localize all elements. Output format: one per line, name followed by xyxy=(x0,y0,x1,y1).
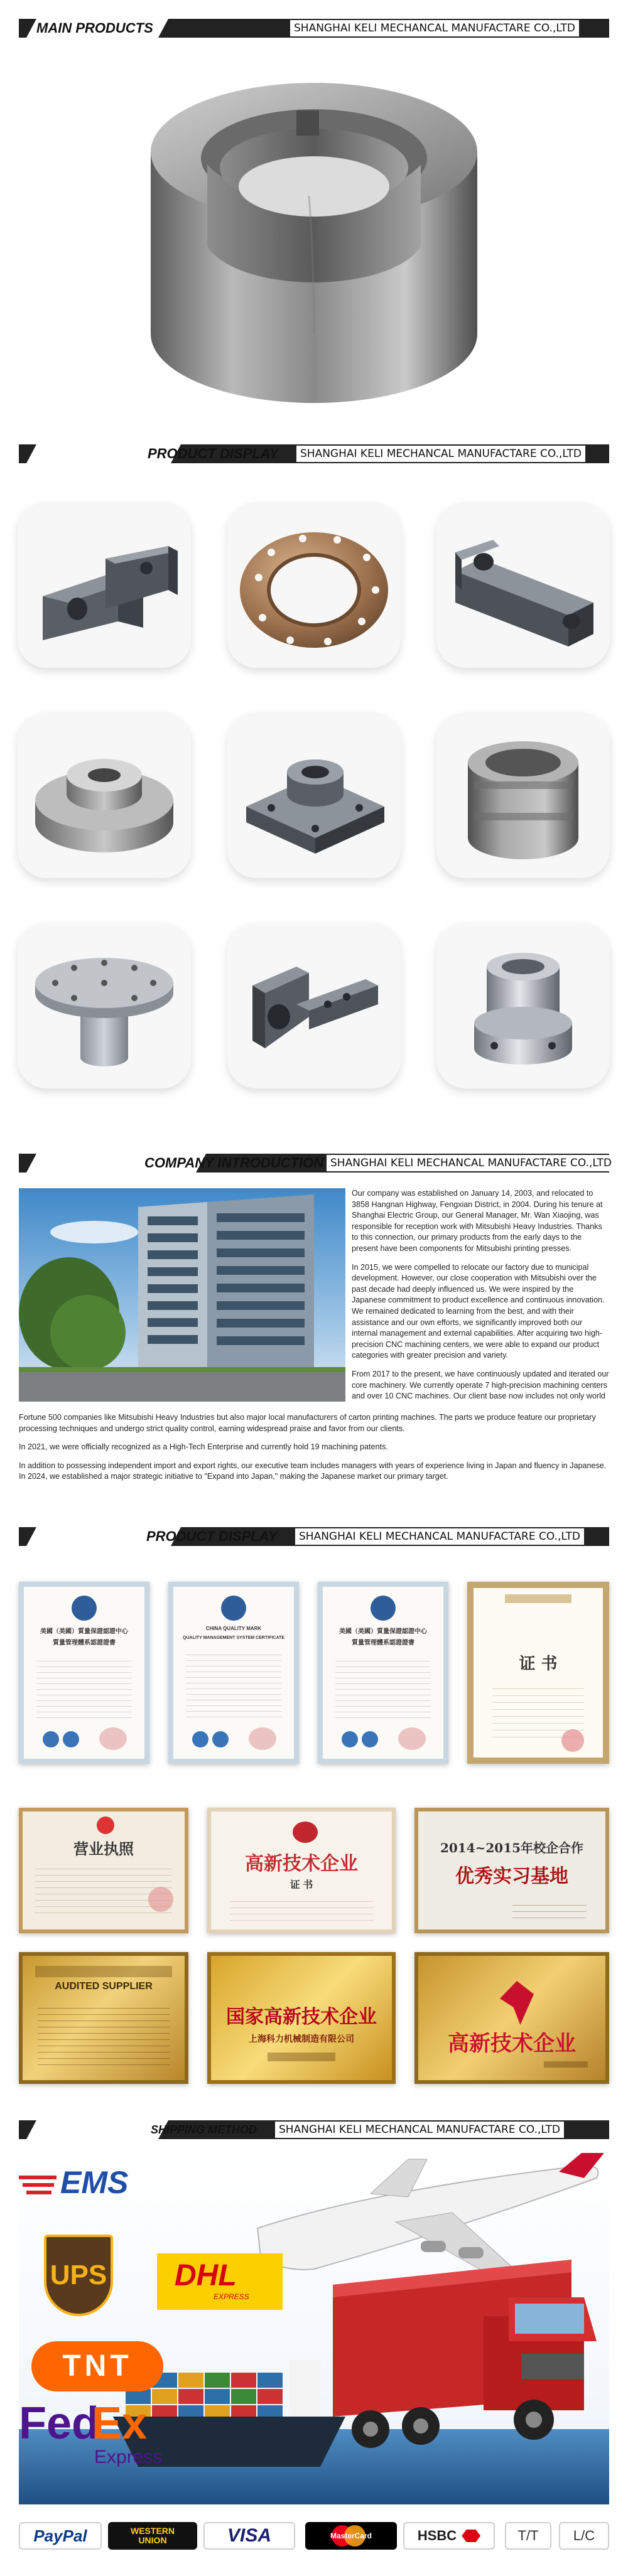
lc-logo: L/C xyxy=(559,2522,609,2550)
ups-label: UPS xyxy=(50,2260,107,2290)
product-card[interactable] xyxy=(227,502,401,668)
section-title: PRODUCT DISPLAY xyxy=(148,446,279,461)
square-housing-icon xyxy=(227,712,401,878)
hsbc-hex xyxy=(462,2530,480,2542)
ems-logo xyxy=(19,2167,176,2198)
intro-text-full xyxy=(19,1412,609,1490)
dhl-label: DHL xyxy=(175,2259,237,2292)
certificate-iso-2[interactable]: CHINA QUALITY MARK QUALITY MANAGEMENT SYSTEM CERTIFICATE xyxy=(168,1582,299,1764)
certificate-audited-supplier[interactable]: AUDITED SUPPLIER xyxy=(19,1952,188,2084)
shipping-method-header xyxy=(19,2115,609,2143)
bearing-ring-icon xyxy=(436,712,610,878)
flange-icon xyxy=(227,502,401,668)
paypal-logo: PayPal xyxy=(19,2522,102,2550)
certificate-high-tech-2[interactable]: 高新技术企业 xyxy=(414,1952,609,2084)
product-card[interactable] xyxy=(18,502,191,668)
intro-paragraph: Fortune 500 companies like Mitsubishi Heavy Industries but also major local manufacturers of carton printing machines. The parts we produce feature our proprietary processing techniques and undergo strict quality control, earning widespread praise and favor from our clients. xyxy=(19,1413,596,1433)
certificate-internship-base[interactable]: 2014~2015年校企合作 优秀实习基地 xyxy=(414,1808,609,1933)
section-title: COMPANY INTRODUCTION xyxy=(144,1155,324,1171)
tnt-label: TNT xyxy=(62,2349,133,2383)
lever-arm-icon xyxy=(227,923,401,1088)
fedex-logo xyxy=(19,2398,207,2473)
intro-paragraph: In addition to possessing independent import and export rights, our executive team includes managers with years of experience living in Japan and fluency in Japanese. In 2024, we established a major strategic initiative to "Expand into Japan," making the Japanese market our primary target. xyxy=(19,1461,607,1481)
spindle-flange-icon xyxy=(18,923,191,1088)
section-title: PRODUCT DISPLAY xyxy=(146,1528,278,1544)
tnt-logo xyxy=(31,2341,163,2391)
fedex-express: Express xyxy=(94,2447,163,2467)
intro-text-column xyxy=(352,1188,609,1402)
main-product-image xyxy=(126,58,502,422)
dhl-sub: EXPRESS xyxy=(214,2292,249,2301)
section-title: MAIN PRODUCTS xyxy=(36,20,153,36)
dhl-logo xyxy=(157,2253,283,2310)
factory-photo xyxy=(19,1188,345,1402)
company-name: SHANGHAI KELI MECHANCAL MANUFACTARE CO.,LTD xyxy=(290,20,579,36)
company-name: SHANGHAI KELI MECHANCAL MANUFACTARE CO.,LTD xyxy=(295,1528,584,1545)
certificate-patent[interactable]: 证 书 xyxy=(467,1582,609,1764)
intro-paragraph: In 2021, we were officially recognized as a High-Tech Enterprise and currently hold 19 machining patents. xyxy=(19,1442,388,1452)
product-card[interactable] xyxy=(227,923,401,1088)
ring-part-icon xyxy=(126,58,502,422)
fedex-ex: Ex xyxy=(92,2398,148,2449)
western-union-logo: WESTERN UNION xyxy=(108,2522,197,2550)
main-products-header xyxy=(19,14,609,41)
intro-paragraph: In 2015, we were compelled to relocate our factory due to municipal development. However, our close cooperation with Mitsubishi over the past decade had deeply influenced us. We were inspired by the Japanese commitment to product excellence and continuous innovation. We remained dedicated to learning from the best, and with their assistance and our own efforts, we significantly improved both our internal management and external capabilities. After acquiring two high-precision CNC machining centers, we were able to expand our product categories with greater precision and variety. xyxy=(352,1262,605,1360)
hsbc-logo: HSBC xyxy=(403,2522,495,2550)
certificate-national-high-tech[interactable]: 国家高新技术企业 上海科力机械制造有限公司 xyxy=(207,1952,396,2084)
company-name: SHANGHAI KELI MECHANCAL MANUFACTARE CO.,LTD xyxy=(296,446,585,462)
block-part-icon xyxy=(18,502,191,668)
certificate-iso-3[interactable]: 美國（美國）質量保證認證中心 質量管理體系認證證書 xyxy=(318,1582,448,1764)
product-card[interactable] xyxy=(436,923,610,1088)
ems-label: EMS xyxy=(60,2165,129,2200)
intro-paragraph: Our company was established on January 14, 2003, and relocated to 3858 Hangnan Highway, Fengxian District, in 2004. During his tenure at Shanghai Electric Group, our General Manager, Mr. Wan Xiaojing, was responsible for reception work with Mitsubishi Heavy Industries. Thanks to this connection, our primary products from the early days to the present have been components for Mitsubishi printing presses. xyxy=(352,1189,603,1253)
intro-paragraph: From 2017 to the present, we have continuously updated and iterated our core machinery. We currently operate 7 high-precision machining centers and over 10 CNC machines. Our client base now includes not only world xyxy=(352,1369,609,1401)
product-card[interactable] xyxy=(436,712,610,878)
visa-logo: VISA xyxy=(203,2522,295,2550)
section-title: SHIPPING METHOD xyxy=(151,2123,257,2136)
tt-logo: T/T xyxy=(505,2522,551,2550)
mastercard-logo: MasterCard xyxy=(305,2522,397,2550)
product-card[interactable] xyxy=(18,923,191,1088)
building-image xyxy=(19,1188,345,1402)
company-name: SHANGHAI KELI MECHANCAL MANUFACTARE CO.,LTD xyxy=(327,1155,615,1171)
boss-disc-icon xyxy=(18,712,191,878)
certificate-high-tech-1[interactable]: 高新技术企业 证 书 xyxy=(207,1808,396,1933)
product-card[interactable] xyxy=(227,712,401,878)
product-card[interactable] xyxy=(436,502,610,668)
ups-logo xyxy=(44,2235,113,2316)
fedex-fed: Fed xyxy=(19,2398,100,2449)
certificate-business-license[interactable]: 营业执照 xyxy=(19,1808,188,1933)
shipping-banner xyxy=(19,2153,609,2504)
bracket-icon xyxy=(436,502,610,668)
certificate-iso-1[interactable]: 美國（美國）質量保證認證中心 質量管理體系認證證書 xyxy=(19,1582,149,1764)
certificate-display-header xyxy=(19,1522,609,1550)
company-intro-header xyxy=(19,1149,612,1176)
company-name: SHANGHAI KELI MECHANCAL MANUFACTARE CO.,LTD xyxy=(275,2122,564,2138)
product-card[interactable] xyxy=(18,712,191,878)
cylinder-coupling-icon xyxy=(436,923,610,1088)
product-display-header xyxy=(19,439,609,467)
